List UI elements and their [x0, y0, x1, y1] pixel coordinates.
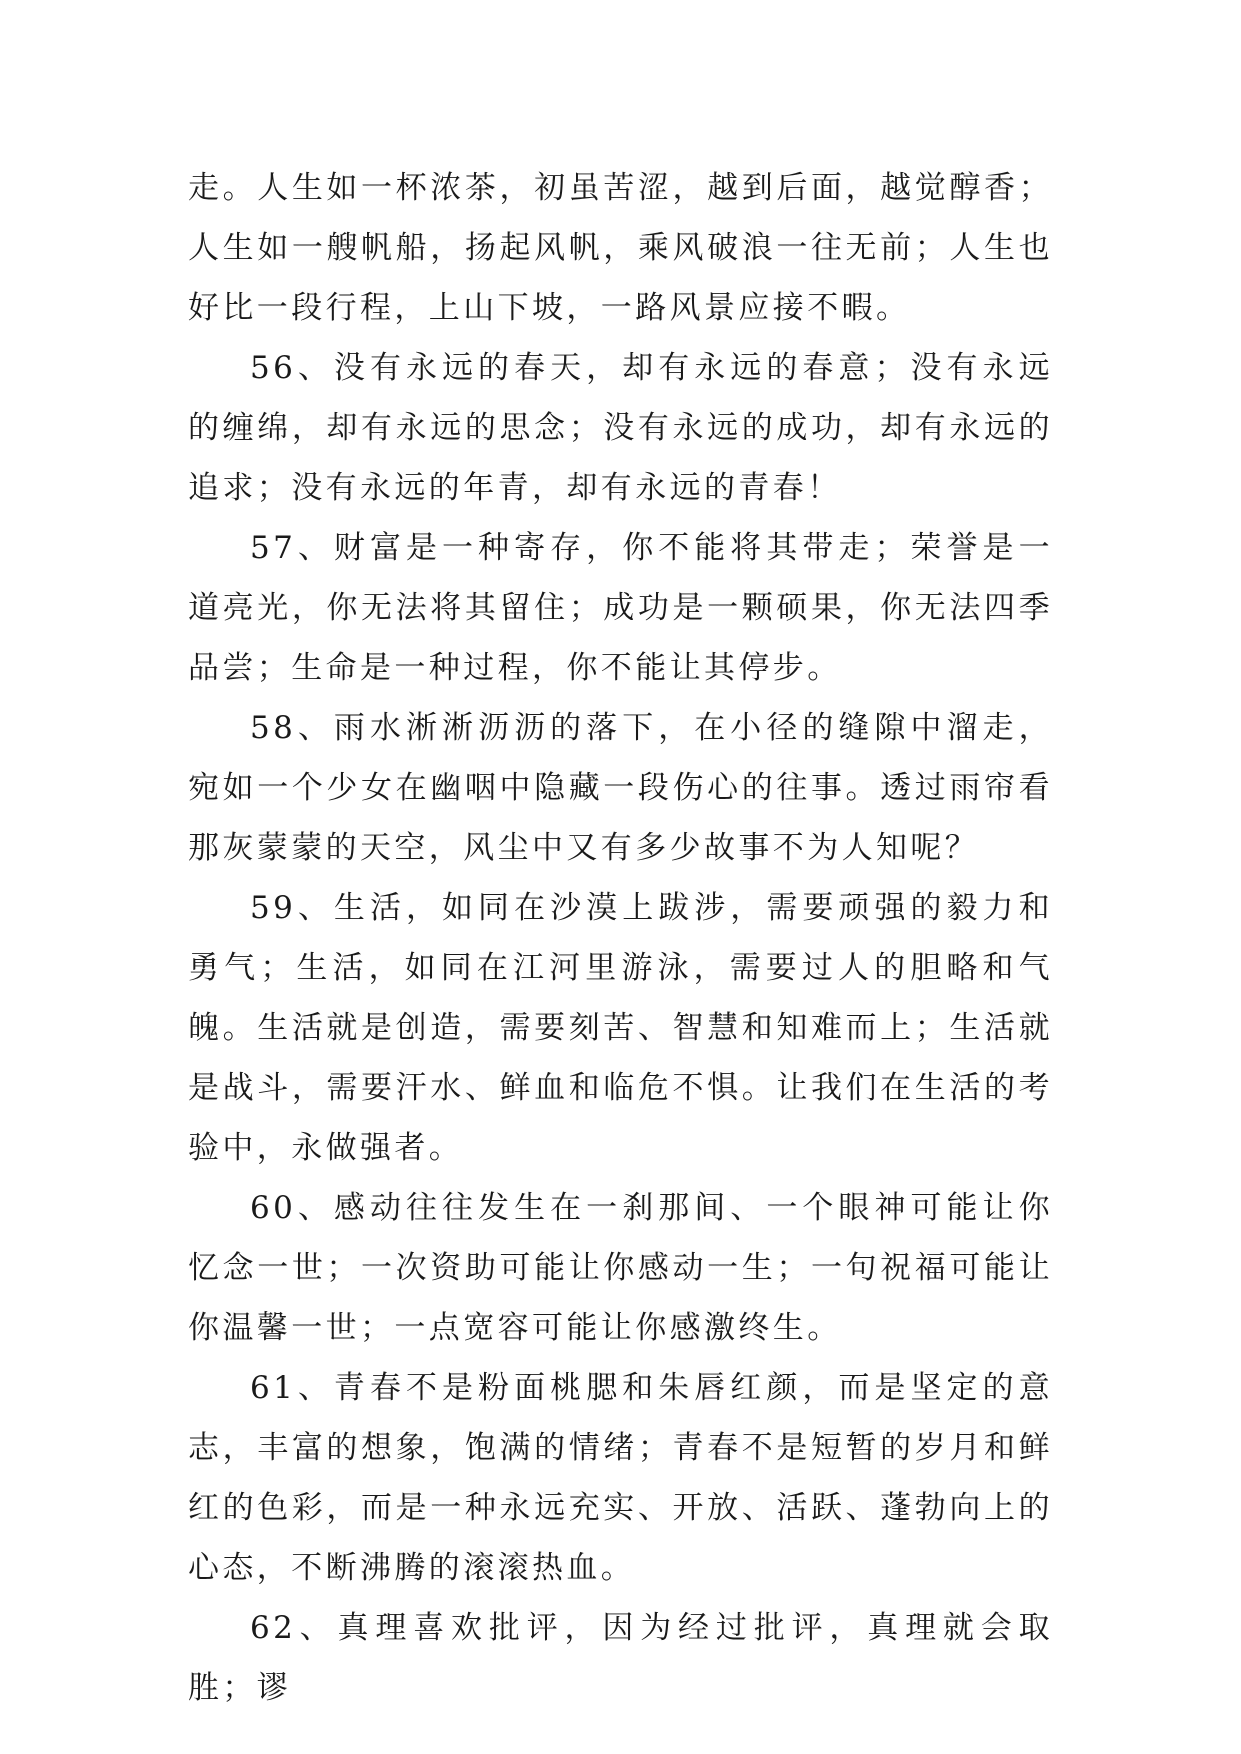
paragraph-56: 56、没有永远的春天，却有永远的春意；没有永远的缠绵，却有永远的思念；没有永远的成功，却有永远的追求；没有永远的年青，却有永远的青春！ [188, 350, 1053, 506]
document-body [188, 158, 1053, 1718]
paragraph-61: 61、青春不是粉面桃腮和朱唇红颜，而是坚定的意志，丰富的想象，饱满的情绪；青春不是短暂的岁月和鲜红的色彩，而是一种永远充实、开放、活跃、蓬勃向上的心态，不断沸腾的滚滚热血。 [188, 1370, 1053, 1586]
paragraph-60: 60、感动往往发生在一刹那间、一个眼神可能让你忆念一世；一次资助可能让你感动一生；一句祝福可能让你温馨一世；一点宽容可能让你感激终生。 [188, 1190, 1053, 1346]
paragraph-62: 62、真理喜欢批评，因为经过批评，真理就会取胜；谬 [188, 1610, 1053, 1706]
paragraph-57: 57、财富是一种寄存，你不能将其带走；荣誉是一道亮光，你无法将其留住；成功是一颗硕果，你无法四季品尝；生命是一种过程，你不能让其停步。 [188, 530, 1053, 686]
paragraph-59: 59、生活，如同在沙漠上跋涉，需要顽强的毅力和勇气；生活，如同在江河里游泳，需要过人的胆略和气魄。生活就是创造，需要刻苦、智慧和知难而上；生活就是战斗，需要汗水、鲜血和临危不惧。让我们在生活的考验中，永做强者。 [188, 890, 1053, 1166]
paragraph-58: 58、雨水淅淅沥沥的落下，在小径的缝隙中溜走，宛如一个少女在幽咽中隐藏一段伤心的往事。透过雨帘看那灰蒙蒙的天空，风尘中又有多少故事不为人知呢？ [188, 710, 1053, 866]
paragraph-continuation: 走。人生如一杯浓茶，初虽苦涩，越到后面，越觉醇香；人生如一艘帆船，扬起风帆，乘风破浪一往无前；人生也好比一段行程，上山下坡，一路风景应接不暇。 [188, 170, 1053, 326]
